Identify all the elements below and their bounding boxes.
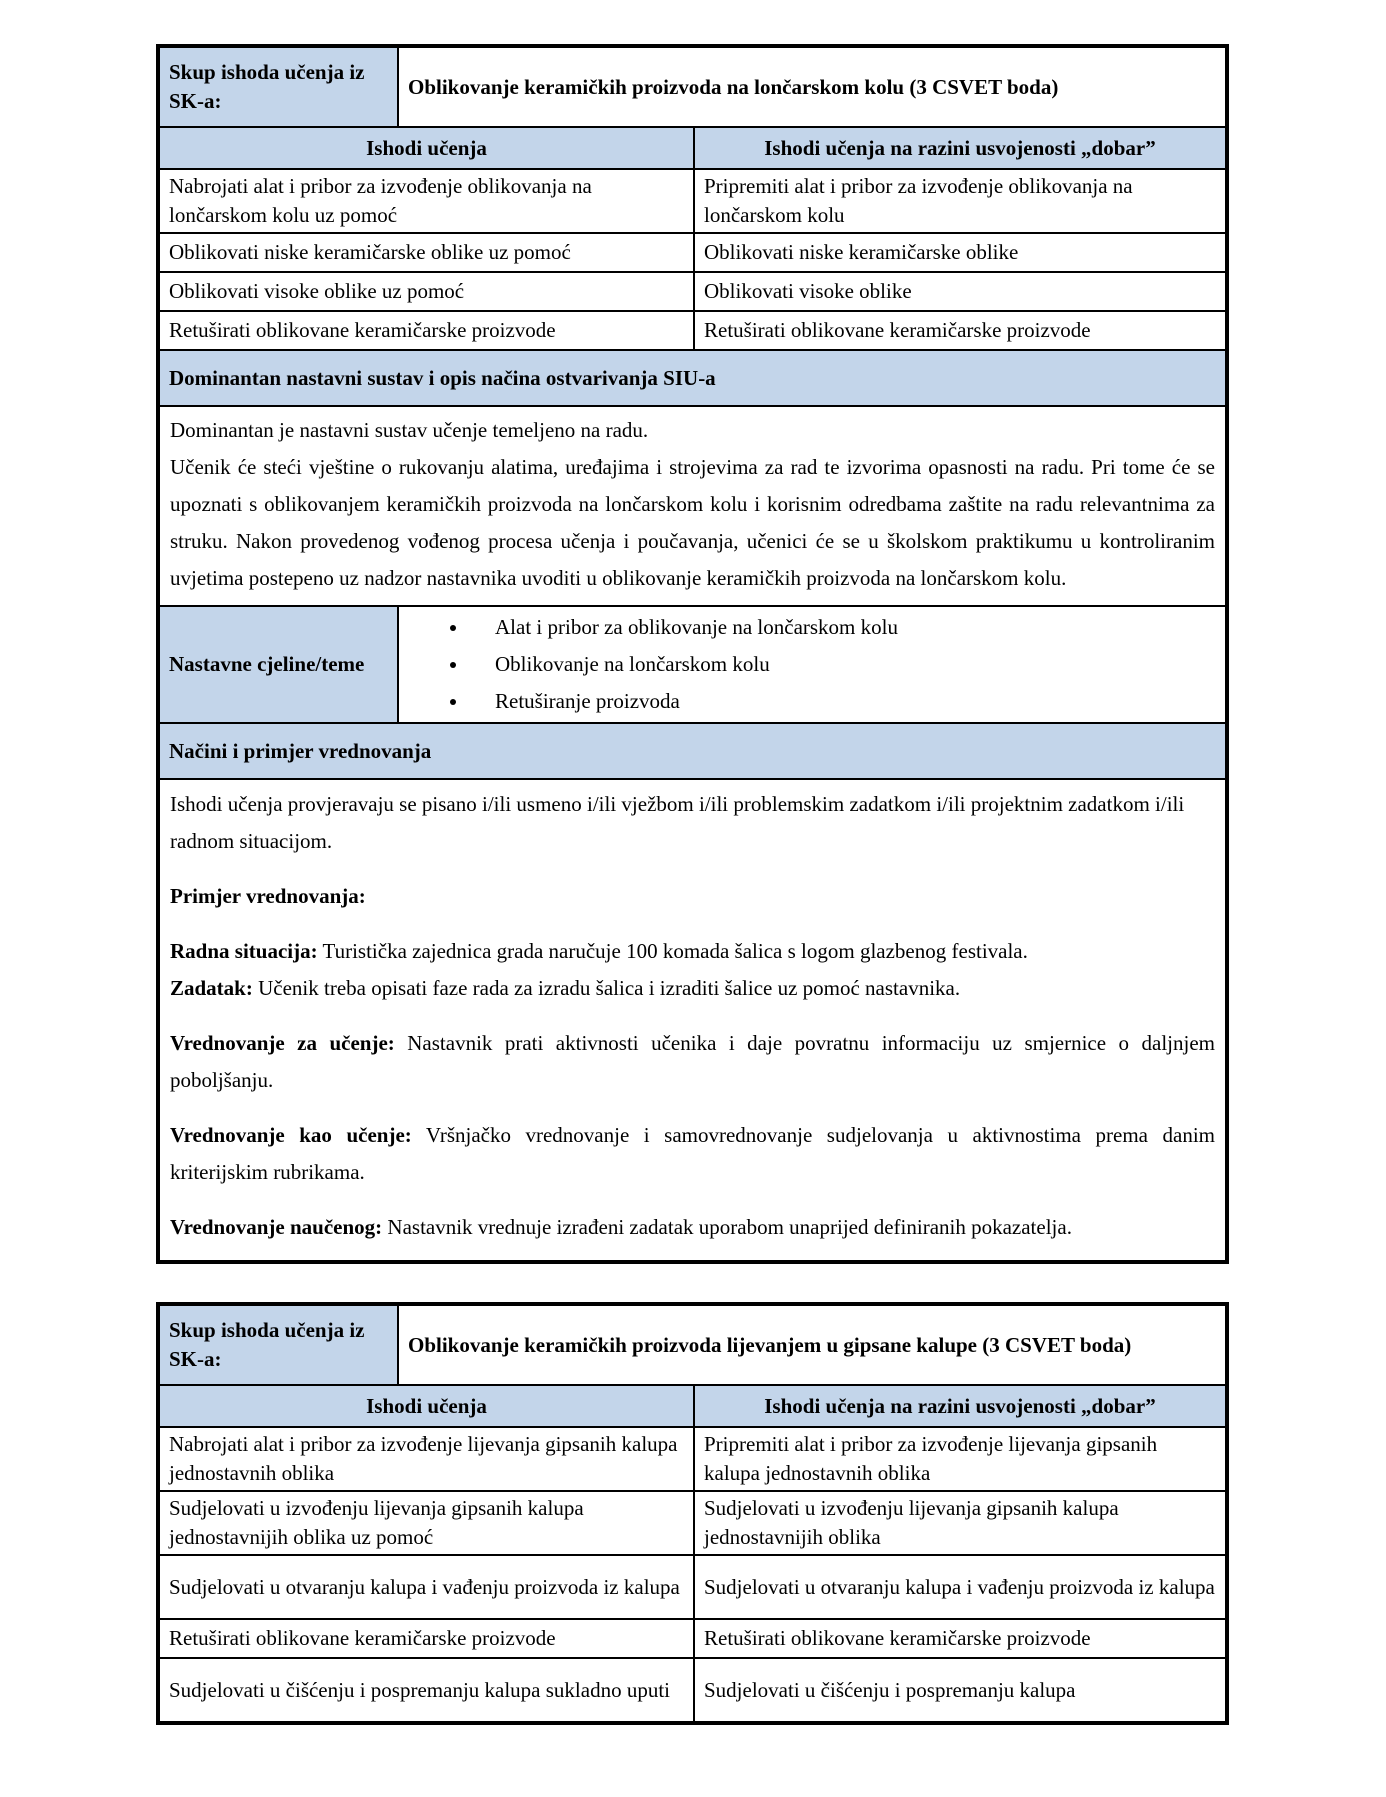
table2-outcome-2-left: Sudjelovati u izvođenju lijevanja gipsanih kalupa jednostavnijih oblika uz pomoć — [158, 1491, 694, 1555]
table2-outcome-1-right: Pripremiti alat i pribor za izvođenje lijevanja gipsanih kalupa jednostavnih oblika — [694, 1427, 1227, 1491]
table1-outcome-4-left: Retuširati oblikovane keramičarske proizvode — [158, 311, 694, 350]
list-item: • Oblikovanje na lončarskom kolu — [469, 646, 1215, 683]
dominant-description-line-1: Dominantan je nastavni sustav učenje temeljeno na radu. — [170, 418, 649, 442]
table-row — [158, 272, 1227, 311]
table1-outcome-2-right: Oblikovati niske keramičarske oblike — [694, 233, 1227, 272]
assessment-as-learning-paragraph — [170, 1117, 1215, 1191]
learning-outcomes-table-2 — [156, 1302, 1229, 1725]
teaching-units-row — [158, 606, 1227, 723]
evaluation-content-row — [158, 779, 1227, 1262]
teaching-units-label: Nastavne cjeline/teme — [158, 606, 398, 723]
table1-header-row — [158, 46, 1227, 127]
table2-header-row — [158, 1304, 1227, 1385]
evaluation-content — [158, 779, 1227, 1262]
table-row — [158, 233, 1227, 272]
assessment-as-learning-text: Vršnjačko vrednovanje i samovrednovanje sudjelovanja u aktivnostima prema danim kriterijskim rubrikama. — [170, 1123, 1215, 1184]
table2-outcome-5-right: Sudjelovati u čišćenju i pospremanju kalupa — [694, 1658, 1227, 1723]
evaluation-header-row — [158, 723, 1227, 779]
table-row — [158, 1658, 1227, 1723]
work-situation-text: Turistička zajednica grada naručuje 100 komada šalica s logom glazbenog festivala. — [322, 939, 1028, 963]
table1-outcome-3-left: Oblikovati visoke oblike uz pomoć — [158, 272, 694, 311]
work-situation-paragraph — [170, 933, 1215, 970]
dominant-system-header-row — [158, 350, 1227, 406]
task-label: Zadatak: — [170, 976, 253, 1000]
table-row — [158, 1427, 1227, 1491]
table2-outcome-4-left: Retuširati oblikovane keramičarske proizvode — [158, 1619, 694, 1658]
table1-col2-header: Ishodi učenja na razini usvojenosti „dobar” — [694, 127, 1227, 169]
assessment-of-learned-label: Vrednovanje naučenog: — [170, 1215, 383, 1239]
task-paragraph — [170, 970, 1215, 1007]
table1-title-cell: Oblikovanje keramičkih proizvoda na lončarskom kolu (3 CSVET boda) — [398, 46, 1227, 127]
table2-outcome-3-right: Sudjelovati u otvaranju kalupa i vađenju proizvoda iz kalupa — [694, 1555, 1227, 1619]
teaching-units-list — [409, 609, 1215, 720]
learning-outcomes-table-1 — [156, 44, 1229, 1264]
assessment-of-learned-paragraph — [170, 1209, 1215, 1246]
work-situation-label: Radna situacija: — [170, 939, 318, 963]
teaching-units-list-cell — [398, 606, 1227, 723]
table2-outcome-5-left: Sudjelovati u čišćenju i pospremanju kalupa sukladno uputi — [158, 1658, 694, 1723]
table2-outcome-4-right: Retuširati oblikovane keramičarske proizvode — [694, 1619, 1227, 1658]
evaluation-intro: Ishodi učenja provjeravaju se pisano i/ili usmeno i/ili vježbom i/ili problemskim zadatkom i/ili projektnim zadatkom i/ili radnom situacijom. — [170, 792, 1185, 853]
dominant-system-header: Dominantan nastavni sustav i opis načina ostvarivanja SIU-a — [158, 350, 1227, 406]
table-row — [158, 1619, 1227, 1658]
table1-outcome-1-left: Nabrojati alat i pribor za izvođenje oblikovanja na lončarskom kolu uz pomoć — [158, 169, 694, 233]
assessment-for-learning-text: Nastavnik prati aktivnosti učenika i daje povratnu informaciju uz smjernice o daljnjem poboljšanju. — [170, 1031, 1215, 1092]
assessment-for-learning-paragraph — [170, 1025, 1215, 1099]
list-item: • Alat i pribor za oblikovanje na lončarskom kolu — [469, 609, 1215, 646]
dominant-system-description — [158, 406, 1227, 606]
table2-outcome-3-left: Sudjelovati u otvaranju kalupa i vađenju proizvoda iz kalupa — [158, 1555, 694, 1619]
table2-col1-header: Ishodi učenja — [158, 1385, 694, 1427]
table1-column-header-row — [158, 127, 1227, 169]
dominant-description-paragraph: Učenik će steći vještine o rukovanju alatima, uređajima i strojevima za rad te izvorima opasnosti na radu. Pri tome će se upoznati s oblikovanjem keramičkih proizvoda na lončarskom kolu i korisnim odredbama zaštite na radu relevantnima za struku. Nakon provedenog vođenog procesa učenja i poučavanja, učenici će se u školskom praktikumu u kontroliranim uvjetima postepeno uz nadzor nastavnika uvoditi u oblikovanje keramičkih proizvoda na lončarskom kolu. — [170, 455, 1215, 590]
table-row — [158, 1555, 1227, 1619]
table2-outcome-1-left: Nabrojati alat i pribor za izvođenje lijevanja gipsanih kalupa jednostavnih oblika — [158, 1427, 694, 1491]
assessment-for-learning-label: Vrednovanje za učenje: — [170, 1031, 395, 1055]
task-text: Učenik treba opisati faze rada za izradu šalica i izraditi šalice uz pomoć nastavnika. — [258, 976, 961, 1000]
table2-column-header-row — [158, 1385, 1227, 1427]
evaluation-header: Načini i primjer vrednovanja — [158, 723, 1227, 779]
table2-sk-label-cell: Skup ishoda učenja iz SK-a: — [158, 1304, 398, 1385]
assessment-as-learning-label: Vrednovanje kao učenje: — [170, 1123, 412, 1147]
dominant-system-description-row — [158, 406, 1227, 606]
table1-outcome-4-right: Retuširati oblikovane keramičarske proizvode — [694, 311, 1227, 350]
evaluation-example-label: Primjer vrednovanja: — [170, 884, 366, 908]
table1-col1-header: Ishodi učenja — [158, 127, 694, 169]
table-row — [158, 1491, 1227, 1555]
table2-col2-header: Ishodi učenja na razini usvojenosti „dobar” — [694, 1385, 1227, 1427]
table2-title-cell: Oblikovanje keramičkih proizvoda lijevanjem u gipsane kalupe (3 CSVET boda) — [398, 1304, 1227, 1385]
table2-outcome-2-right: Sudjelovati u izvođenju lijevanja gipsanih kalupa jednostavnijih oblika — [694, 1491, 1227, 1555]
table-row — [158, 169, 1227, 233]
table1-outcome-1-right: Pripremiti alat i pribor za izvođenje oblikovanja na lončarskom kolu — [694, 169, 1227, 233]
assessment-of-learned-text: Nastavnik vrednuje izrađeni zadatak uporabom unaprijed definiranih pokazatelja. — [387, 1215, 1072, 1239]
table-row — [158, 311, 1227, 350]
table1-outcome-3-right: Oblikovati visoke oblike — [694, 272, 1227, 311]
list-item: • Retuširanje proizvoda — [469, 683, 1215, 720]
table1-outcome-2-left: Oblikovati niske keramičarske oblike uz pomoć — [158, 233, 694, 272]
table1-sk-label-cell: Skup ishoda učenja iz SK-a: — [158, 46, 398, 127]
